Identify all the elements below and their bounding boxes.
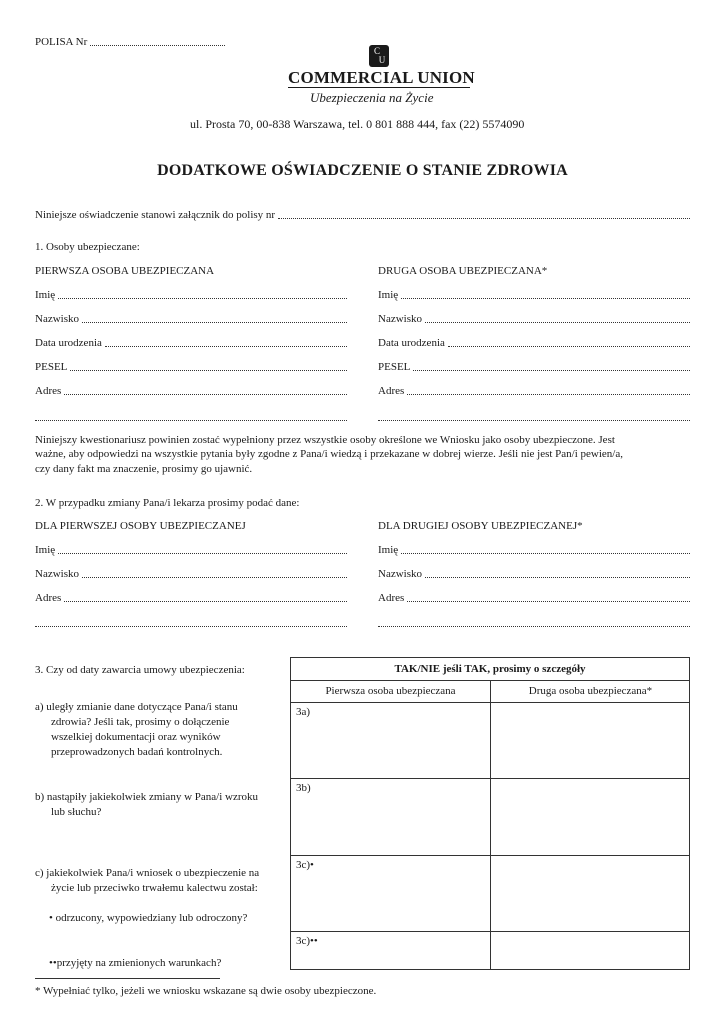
answer-3c1-second[interactable]	[491, 856, 690, 931]
footnote-rule	[35, 978, 220, 979]
answer-3c2-first[interactable]	[291, 932, 490, 969]
second-person-header: DRUGA OSOBA UBEZPIECZANA*	[378, 265, 548, 277]
section1-heading: 1. Osoby ubezpieczane:	[35, 241, 140, 253]
answers-table	[290, 657, 690, 970]
question-c-bullet1: • odrzucony, wypowiedziany lub odroczony?	[49, 912, 248, 924]
page-title: DODATKOWE OŚWIADCZENIE O STANIE ZDROWIA	[157, 162, 568, 179]
section2-heading: 2. W przypadku zmiany Pana/i lekarza prosimy podać dane:	[35, 497, 300, 509]
footnote: * Wypełniać tylko, jeżeli we wniosku wskazane są dwie osoby ubezpieczone.	[35, 985, 377, 997]
second-pesel-field[interactable]: PESEL	[378, 361, 690, 373]
second-address-field[interactable]: Adres	[378, 385, 690, 397]
doctor2-address-line2[interactable]	[378, 625, 690, 627]
first-person-header: PIERWSZA OSOBA UBEZPIECZANA	[35, 265, 215, 277]
attachment-label: Niniejsze oświadczenie stanowi załącznik do polisy nr	[35, 209, 276, 221]
doctor1-surname-field[interactable]: Nazwisko	[35, 568, 347, 580]
first-address-field[interactable]: Adres	[35, 385, 347, 397]
attachment-policy-input[interactable]	[278, 217, 690, 219]
second-birthdate-field[interactable]: Data urodzenia	[378, 337, 690, 349]
doctor2-name-field[interactable]: Imię	[378, 544, 690, 556]
notice-line2: ważne, aby odpowiedzi na wszystkie pytania były zgodne z Pana/i wiedzą i przekazane w dobrej wierze. Jeśli nie jest Pan/i pewien/a,	[35, 448, 623, 460]
second-address-line2[interactable]	[378, 419, 690, 421]
question-c-line2: życie lub przeciwko trwałemu kalectwu został:	[51, 882, 258, 894]
doctor-first-header: DLA PIERWSZEJ OSOBY UBEZPIECZANEJ	[35, 520, 246, 532]
row-3c2-label: 3c)••	[296, 935, 318, 947]
notice-line3: czy dany fakt ma znaczenie, prosimy go ujawnić.	[35, 463, 253, 475]
company-logo-subtitle: Ubezpieczenia na Życie	[310, 90, 434, 105]
answer-3c2-second[interactable]	[491, 932, 690, 969]
answer-3c1-first[interactable]	[291, 856, 490, 931]
first-birthdate-field[interactable]: Data urodzenia	[35, 337, 347, 349]
row-3b-label: 3b)	[296, 782, 311, 794]
question-b-line1: b) nastąpiły jakiekolwiek zmiany w Pana/i wzroku	[35, 791, 258, 803]
policy-number-label: POLISA Nr	[35, 36, 88, 48]
section3-heading: 3. Czy od daty zawarcia umowy ubezpieczenia:	[35, 664, 245, 676]
company-address: ul. Prosta 70, 00-838 Warszawa, tel. 0 801 888 444, fax (22) 5574090	[190, 117, 525, 131]
doctor-second-header: DLA DRUGIEJ OSOBY UBEZPIECZANEJ*	[378, 520, 583, 532]
first-surname-field[interactable]: Nazwisko	[35, 313, 347, 325]
logo-divider	[288, 87, 470, 88]
first-address-line2[interactable]	[35, 419, 347, 421]
first-name-field[interactable]: Imię	[35, 289, 347, 301]
answer-3a-second[interactable]	[491, 703, 690, 778]
doctor1-address-field[interactable]: Adres	[35, 592, 347, 604]
second-surname-field[interactable]: Nazwisko	[378, 313, 690, 325]
answer-3b-second[interactable]	[491, 779, 690, 855]
row-3c1-label: 3c)•	[296, 859, 314, 871]
table-header: TAK/NIE jeśli TAK, prosimy o szczegóły	[394, 663, 586, 675]
doctor2-address-field[interactable]: Adres	[378, 592, 690, 604]
notice-line1: Niniejszy kwestionariusz powinien zostać wypełniony przez wszystkie osoby określone we Wniosku jako osoby ubezpieczone. Jest	[35, 434, 615, 446]
doctor2-surname-field[interactable]: Nazwisko	[378, 568, 690, 580]
first-pesel-field[interactable]: PESEL	[35, 361, 347, 373]
question-a-line1: a) uległy zmianie dane dotyczące Pana/i stanu	[35, 701, 238, 713]
col-second-person: Druga osoba ubezpieczana*	[528, 685, 653, 697]
question-b-line2: lub słuchu?	[51, 806, 102, 818]
question-c-line1: c) jakiekolwiek Pana/i wniosek o ubezpieczenie na	[35, 867, 260, 879]
question-a-line3: wszelkiej dokumentacji oraz wyników	[51, 731, 221, 743]
doctor1-address-line2[interactable]	[35, 625, 347, 627]
second-name-field[interactable]: Imię	[378, 289, 690, 301]
answer-3a-first[interactable]	[291, 703, 490, 778]
company-logo-mark: C U	[369, 45, 389, 67]
row-3a-label: 3a)	[296, 706, 311, 718]
company-logo-name: COMMERCIAL UNION	[288, 68, 475, 87]
attachment-policy-field[interactable]	[35, 209, 690, 221]
question-a-line4: przeprowadzonych badań kontrolnych.	[51, 746, 223, 758]
question-a-line2: zdrowia? Jeśli tak, prosimy o dołączenie	[51, 716, 230, 728]
col-first-person: Pierwsza osoba ubezpieczana	[325, 685, 456, 697]
policy-number-field[interactable]	[35, 36, 225, 48]
doctor1-name-field[interactable]: Imię	[35, 544, 347, 556]
answer-3b-first[interactable]	[291, 779, 490, 855]
question-c-bullet2: ••przyjęty na zmienionych warunkach?	[49, 957, 222, 969]
policy-number-input[interactable]	[90, 44, 225, 46]
